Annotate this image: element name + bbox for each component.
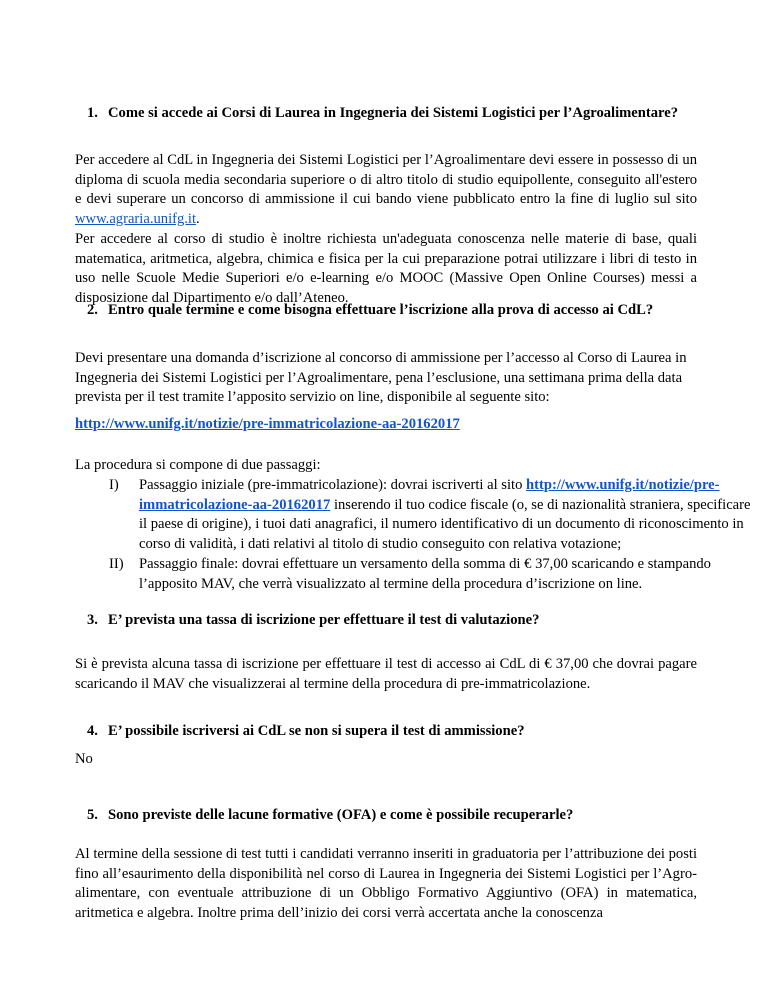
agraria-link[interactable]: www.agraria.unifg.it [75,210,197,227]
question-number: 1. [87,105,98,121]
question-2-heading [75,300,730,320]
step-text: inserendo il tuo codice fiscale (o, se di nazionalità straniera, specificare il paese di origine), i tuoi dati anagrafici, il numero identificativo di un documento di riconoscimento in corso di validità, i dati relativi al titolo di studio conseguito con relativa votazione; [139,496,751,552]
question-4-heading [75,721,730,741]
question-number: 3. [87,612,98,628]
answer-2-paragraph-1: Devi presentare una domanda d’iscrizione al concorso di ammissione per l’accesso al Corso di Laurea in Ingegneria dei Sistemi Logistici per l’Agroalimentare, pena l’esclusione, una settimana prima della data prevista per il test tramite l’apposito servizio on line, disponibile al seguente sito: [75,350,687,406]
procedure-step-2 [75,555,761,594]
pre-immatricolazione-link[interactable]: http://www.unifg.it/notizie/pre-immatricolazione-aa-20162017 [75,416,460,432]
question-5-heading [75,805,730,825]
answer-2-link-paragraph [75,415,697,435]
question-title: Entro quale termine e come bisogna effettuare l’iscrizione alla prova di accesso ai CdL? [108,302,654,318]
step-number: II) [109,556,124,572]
procedure-intro: La procedura si compone di due passaggi: [75,457,321,473]
procedure-step-1 [75,476,761,554]
question-number: 2. [87,302,98,318]
step-1-link[interactable]: http://www.unifg.it/notizie/pre-immatricolazione-aa-20162017 [139,477,720,513]
question-title: E’ possibile iscriversi ai CdL se non si supera il test di ammissione? [108,723,525,739]
answer-text: Per accedere al CdL in Ingegneria dei Sistemi Logistici per l’Agroalimentare devi essere in possesso di un diploma di scuola media secondaria superiore o di altro titolo di studio equipollente, conseguito all'estero e devi superare un concorso di ammissione il cui bando viene pubblicato entro la fine di luglio sul sito [75,152,697,208]
answer-1-paragraph-1 [75,151,697,229]
question-title: Sono previste delle lacune formative (OFA) e come è possibile recuperarle? [108,807,574,823]
question-1-heading [75,103,730,123]
answer-text: . [196,210,200,227]
answer-1-paragraph-2: Per accedere al corso di studio è inoltre richiesta un'adeguata conoscenza nelle materie di base, quali matematica, aritmetica, algebra, chimica e fisica per la cui preparazione potrai utilizzare i libri di testo in uso nelle Scuole Medie Superiori e/o e-learning e/o MOOC (Massive Open Online Courses) messi a disposizione dal Dipartimento e/o dall’Ateneo. [75,231,697,306]
question-title: E’ prevista una tassa di iscrizione per effettuare il test di valutazione? [108,612,540,628]
step-text: Passaggio finale: dovrai effettuare un versamento della somma di € 37,00 scaricando e stampando l’apposito MAV, che verrà visualizzato al termine della procedura d’iscrizione on line. [139,556,711,592]
answer-4-paragraph: No [75,751,93,767]
question-title: Come si accede ai Corsi di Laurea in Ingegneria dei Sistemi Logistici per l’Agroalimentare? [108,105,679,121]
question-number: 4. [87,723,98,739]
question-3-heading [75,610,730,630]
step-number: I) [109,477,119,493]
answer-3-paragraph: Si è prevista alcuna tassa di iscrizione per effettuare il test di accesso ai CdL di € 37,00 che dovrai pagare scaricando il MAV che visualizzerai al termine della procedura di pre-immatricolazione. [75,656,697,692]
answer-5-paragraph: Al termine della sessione di test tutti i candidati verranno inseriti in graduatoria per l’attribuzione dei posti fino all’esaurimento della disponibilità nel corso di Laurea in Ingegneria dei Sistemi Logistici per l’Agro-alimentare, con eventuale attribuzione di un Obbligo Formativo Aggiuntivo (OFA) in matematica, aritmetica e algebra. Inoltre prima dell’inizio dei corsi verrà accertata anche la conoscenza [75,846,697,921]
question-number: 5. [87,807,98,823]
step-text: Passaggio iniziale (pre-immatricolazione): dovrai iscriverti al sito [139,477,527,493]
